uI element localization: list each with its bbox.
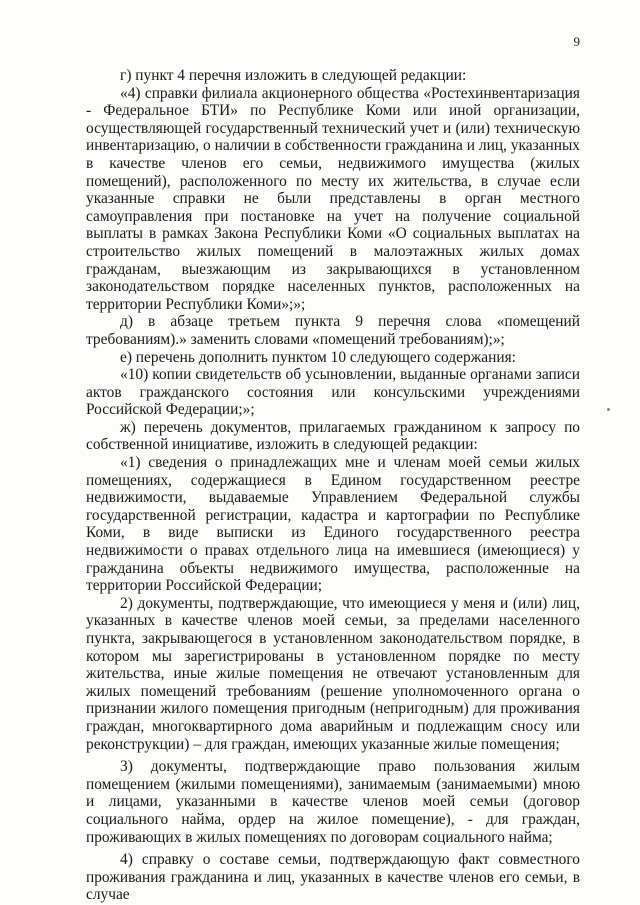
paragraph-g: г) пункт 4 перечня изложить в следующей редакции: [120,67,467,84]
paragraph-item-10-quote: «10) копии свидетельств об усыновлении, выданные органами записи актов гражданского состояния или консульскими учреждениями Российской Федерации;»; [86,366,580,419]
paragraph-zh: ж) перечень документов, прилагаемых гражданином к запросу по собственной инициативе, изложить в следующей редакции: [86,418,580,454]
paragraph-item-4: 4) справку о составе семьи, подтверждающую факт совместного проживания гражданина и лиц, указанных в качестве членов его семьи, в случае [86,851,580,904]
scan-artifact-dot [607,408,610,411]
paragraph-item-4-quote: «4) справки филиала акционерного общества «Ростехинвентаризация - Федеральное БТИ» по Республике Коми или иной организации, осуществляющей государственный технический учет и (или) техническую инвентаризацию, о наличии в собственности гражданина и лиц, указанных в качестве членов его семьи, недвижимого имущества (жилых помещений), расположенного по месту их жительства, в случае если указанные справки не были представлены в орган местного самоуправления при постановке на учет на получение социальной выплаты в рамках Закона Республики Коми «О социальных выплатах на строительство жилых помещений в малоэтажных жилых домах гражданам, выезжающим из закрывающихся в установленном законодательством порядке населенных пунктов, расположенных на территории Республики Коми»;»; [86,84,580,313]
paragraph-item-2: 2) документы, подтверждающие, что имеющиеся у меня и (или) лиц, указанных в качестве членов моей семьи, за пределами населенного пункта, закрывающегося в установленном законодательством порядке, в котором мы зарегистрированы в установленном порядке по месту жительства, иные жилые помещения не отвечают установленным для жилых помещений требованиям (решение уполномоченного органа о признании жилого помещения пригодным (непригодным) для проживания граждан, многоквартирного дома аварийным и подлежащим сносу или реконструкции) – для граждан, имеющих указанные жилые помещения; [86,594,580,753]
page-number: 9 [573,34,580,49]
paragraph-e: е) перечень дополнить пунктом 10 следующего содержания: [120,348,516,366]
paragraph-d: д) в абзаце третьем пункта 9 перечня слова «помещений требованиям).» заменить словами «помещений требованиям);»; [86,313,580,348]
document-body [86,67,580,904]
paragraph-item-3: 3) документы, подтверждающие право пользования жилым помещением (жилыми помещениями), занимаемым (занимаемыми) мною и лицами, указанными в качестве членов моей семьи (договор социального найма, ордер на жилое помещение), - для граждан, проживающих в жилых помещениях по договорам социального найма; [86,758,580,846]
paragraph-item-1: «1) сведения о принадлежащих мне и членам моей семьи жилых помещениях, содержащиеся в Едином государственном реестре недвижимости, выдаваемые Управлением Федеральной службы государственной регистрации, кадастра и картографии по Республике Коми, в виде выписки из Единого государственного реестра недвижимости о правах отдельного лица на имевшиеся (имеющиеся) у гражданина объекты недвижимого имущества, расположенные на территории Российской Федерации; [86,454,580,595]
